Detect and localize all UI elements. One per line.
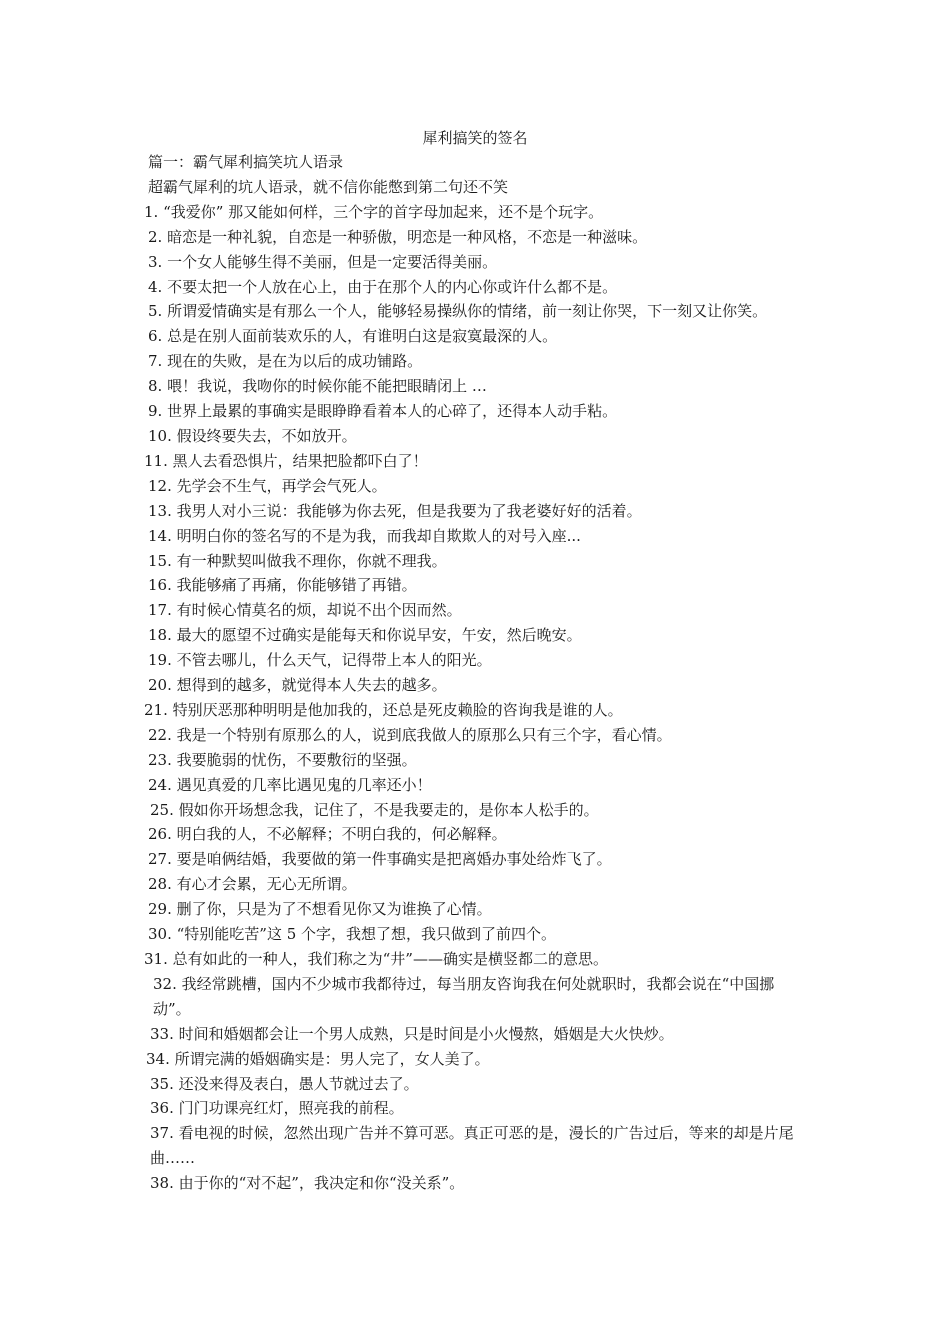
list-item: 17. 有时候心情莫名的烦，却说不出个因而然。 <box>148 601 462 620</box>
list-item: 16. 我能够痛了再痛，你能够错了再错。 <box>148 576 417 595</box>
list-item: 35. 还没来得及表白，愚人节就过去了。 <box>150 1074 419 1093</box>
list-item: 20. 想得到的越多，就觉得本人失去的越多。 <box>148 676 447 695</box>
list-item: 31. 总有如此的一种人，我们称之为“井”——确实是横竖都二的意思。 <box>144 950 608 968</box>
list-item: 8. 喂！我说，我吻你的时候你能不能把眼睛闭上 … <box>148 377 487 396</box>
list-item: 11. 黑人去看恐惧片，结果把脸都吓白了！ <box>144 451 428 470</box>
list-item: 34. 所谓完满的婚姻确实是：男人完了，女人美了。 <box>146 1049 490 1068</box>
list-item: 10. 假设终要失去，不如放开。 <box>148 426 357 445</box>
list-item: 28. 有心才会累，无心无所谓。 <box>148 875 357 894</box>
list-item: 1. “我爱你” 那又能如何样，三个字的首字母加起来，还不是个玩字。 <box>144 202 604 221</box>
section-heading: 篇一：霸气犀利搞笑坑人语录 <box>148 153 344 171</box>
list-item: 14. 明明白你的签名写的不是为我，而我却自欺欺人的对号入座... <box>148 526 581 545</box>
list-item: 18. 最大的愿望不过确实是能每天和你说早安，午安，然后晚安。 <box>148 626 582 645</box>
list-item: 23. 我要脆弱的忧伤，不要敷衍的坚强。 <box>148 750 417 769</box>
list-item: 19. 不管去哪儿，什么天气，记得带上本人的阳光。 <box>148 651 492 670</box>
list-item: 25. 假如你开场想念我，记住了，不是我要走的，是你本人松手的。 <box>150 800 599 819</box>
list-item: 22. 我是一个特别有原那么的人，说到底我做人的原那么只有三个字，看心情。 <box>148 725 672 744</box>
list-item: 29. 删了你，只是为了不想看见你又为谁换了心情。 <box>148 900 492 919</box>
list-item: 24. 遇见真爱的几率比遇见鬼的几率还小！ <box>148 775 432 794</box>
document-body <box>144 150 809 1196</box>
list-item: 26. 明白我的人，不必解释；不明白我的，何必解释。 <box>148 825 507 844</box>
document-title: 犀利搞笑的签名 <box>422 129 528 147</box>
list-item: 32. 我经常跳槽，国内不少城市我都待过，每当朋友咨询我在何处就职时，我都会说在“中国挪动”。 <box>153 974 775 1018</box>
list-item: 13. 我男人对小三说：我能够为你去死，但是我要为了我老婆好好的活着。 <box>148 501 642 520</box>
list-item: 15. 有一种默契叫做我不理你，你就不理我。 <box>148 551 447 570</box>
list-item: 9. 世界上最累的事确实是眼睁睁看着本人的心碎了，还得本人动手粘。 <box>148 402 618 421</box>
list-item: 21. 特别厌恶那种明明是他加我的，还总是死皮赖脸的咨询我是谁的人。 <box>144 700 623 719</box>
intro-line: 超霸气犀利的坑人语录，就不信你能憋到第二句还不笑 <box>148 177 509 196</box>
list-item: 36. 门门功课亮红灯，照亮我的前程。 <box>150 1099 404 1118</box>
list-item: 37. 看电视的时候，忽然出现广告并不算可恶。真正可恶的是，漫长的广告过后，等来的却是片尾曲…… <box>150 1124 794 1168</box>
list-item: 38. 由于你的“对不起”，我决定和你“没关系”。 <box>150 1174 465 1193</box>
list-item: 30. “特别能吃苦”这 5 个字，我想了想，我只做到了前四个。 <box>148 925 557 944</box>
list-item: 5. 所谓爱情确实是有那么一个人，能够轻易操纵你的情绪，前一刻让你哭，下一刻又让你笑。 <box>148 302 768 321</box>
list-item: 7. 现在的失败，是在为以后的成功铺路。 <box>148 352 423 371</box>
list-item: 27. 要是咱俩结婚，我要做的第一件事确实是把离婚办事处给炸飞了。 <box>148 850 612 869</box>
list-item: 4. 不要太把一个人放在心上，由于在那个人的内心你或许什么都不是。 <box>148 277 618 296</box>
list-item: 3. 一个女人能够生得不美丽，但是一定要活得美丽。 <box>148 252 498 271</box>
list-item: 33. 时间和婚姻都会让一个男人成熟，只是时间是小火慢熬，婚姻是大火快炒。 <box>150 1024 674 1043</box>
list-item: 6. 总是在别人面前装欢乐的人，有谁明白这是寂寞最深的人。 <box>148 327 558 346</box>
list-item: 12. 先学会不生气，再学会气死人。 <box>148 476 387 495</box>
list-item: 2. 暗恋是一种礼貌，自恋是一种骄傲，明恋是一种风格，不恋是一种滋味。 <box>148 227 648 246</box>
